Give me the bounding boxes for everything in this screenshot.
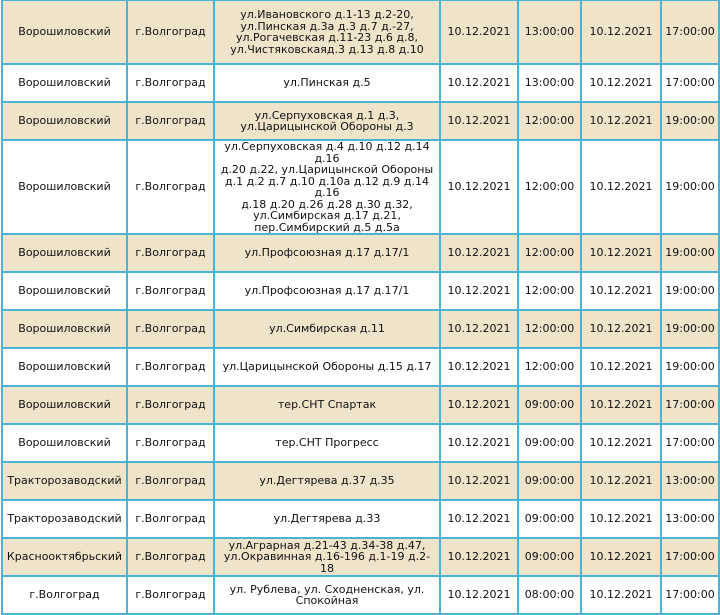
start-date-cell: 10.12.2021 [440,538,518,576]
start-time-cell: 09:00:00 [518,386,581,424]
table-row [2,272,719,310]
end-time-cell: 13:00:00 [661,500,719,538]
district-cell: Ворошиловский [2,348,127,386]
address-cell: ул.Профсоюзная д.17 д.17/1 [214,272,440,310]
end-date-cell: 10.12.2021 [581,424,661,462]
city-cell: г.Волгоград [127,102,214,140]
district-cell: Ворошиловский [2,272,127,310]
table-row [2,310,719,348]
table-row [2,0,719,64]
end-date-cell: 10.12.2021 [581,64,661,102]
end-time-cell: 17:00:00 [661,576,719,614]
end-time-cell: 17:00:00 [661,64,719,102]
district-cell: Ворошиловский [2,102,127,140]
city-cell: г.Волгоград [127,0,214,64]
end-time-cell: 19:00:00 [661,102,719,140]
start-date-cell: 10.12.2021 [440,424,518,462]
address-cell: ул.Аграрная д.21-43 д.34-38 д.47, ул.Окравинная д.16-196 д.1-19 д.2-18 [214,538,440,576]
start-time-cell: 09:00:00 [518,462,581,500]
start-date-cell: 10.12.2021 [440,500,518,538]
start-date-cell: 10.12.2021 [440,234,518,272]
table-row [2,576,719,614]
end-date-cell: 10.12.2021 [581,538,661,576]
end-date-cell: 10.12.2021 [581,272,661,310]
table-row [2,234,719,272]
address-cell: ул.Дегтярева д.37 д.35 [214,462,440,500]
address-cell: ул. Рублева, ул. Сходненская, ул. Спокойная [214,576,440,614]
end-time-cell: 17:00:00 [661,0,719,64]
start-time-cell: 12:00:00 [518,140,581,234]
start-time-cell: 12:00:00 [518,348,581,386]
end-date-cell: 10.12.2021 [581,348,661,386]
table-row [2,140,719,234]
end-time-cell: 19:00:00 [661,140,719,234]
start-date-cell: 10.12.2021 [440,310,518,348]
table-row [2,424,719,462]
end-time-cell: 17:00:00 [661,386,719,424]
end-date-cell: 10.12.2021 [581,102,661,140]
start-time-cell: 12:00:00 [518,102,581,140]
start-date-cell: 10.12.2021 [440,64,518,102]
start-date-cell: 10.12.2021 [440,102,518,140]
table-row [2,386,719,424]
start-date-cell: 10.12.2021 [440,272,518,310]
start-date-cell: 10.12.2021 [440,386,518,424]
end-time-cell: 19:00:00 [661,310,719,348]
city-cell: г.Волгоград [127,576,214,614]
end-time-cell: 17:00:00 [661,424,719,462]
end-time-cell: 19:00:00 [661,348,719,386]
table-row [2,102,719,140]
start-time-cell: 12:00:00 [518,272,581,310]
district-cell: г.Волгоград [2,576,127,614]
district-cell: Ворошиловский [2,140,127,234]
address-cell: ул.Царицынской Обороны д.15 д.17 [214,348,440,386]
end-time-cell: 19:00:00 [661,234,719,272]
start-time-cell: 09:00:00 [518,538,581,576]
city-cell: г.Волгоград [127,348,214,386]
end-date-cell: 10.12.2021 [581,500,661,538]
end-time-cell: 19:00:00 [661,272,719,310]
table-row [2,462,719,500]
district-cell: Ворошиловский [2,310,127,348]
start-date-cell: 10.12.2021 [440,140,518,234]
end-date-cell: 10.12.2021 [581,140,661,234]
end-date-cell: 10.12.2021 [581,576,661,614]
district-cell: Ворошиловский [2,424,127,462]
start-time-cell: 12:00:00 [518,310,581,348]
district-cell: Ворошиловский [2,386,127,424]
end-date-cell: 10.12.2021 [581,386,661,424]
start-time-cell: 13:00:00 [518,64,581,102]
city-cell: г.Волгоград [127,538,214,576]
end-date-cell: 10.12.2021 [581,462,661,500]
start-time-cell: 13:00:00 [518,0,581,64]
end-date-cell: 10.12.2021 [581,234,661,272]
start-date-cell: 10.12.2021 [440,462,518,500]
city-cell: г.Волгоград [127,140,214,234]
city-cell: г.Волгоград [127,64,214,102]
city-cell: г.Волгоград [127,310,214,348]
end-date-cell: 10.12.2021 [581,310,661,348]
address-cell: ул.Серпуховская д.4 д.10 д.12 д.14 д.16 д.20 д.22, ул.Царицынской Обороны д.1 д.2 д.7 д.10 д.10а д.12 д.9 д.14 д.16 д.18 д.20 д.26 д.28 д.30 д.32, ул.Симбирская д.17 д.21, пер.Симбирский д.5 д.5а [214,140,440,234]
start-time-cell: 12:00:00 [518,234,581,272]
address-cell: ул.Дегтярева д.33 [214,500,440,538]
city-cell: г.Волгоград [127,500,214,538]
start-time-cell: 09:00:00 [518,500,581,538]
start-date-cell: 10.12.2021 [440,0,518,64]
address-cell: тер.СНТ Спартак [214,386,440,424]
end-date-cell: 10.12.2021 [581,0,661,64]
table-row [2,538,719,576]
city-cell: г.Волгоград [127,462,214,500]
address-cell: ул.Профсоюзная д.17 д.17/1 [214,234,440,272]
start-time-cell: 09:00:00 [518,424,581,462]
address-cell: тер.СНТ Прогресс [214,424,440,462]
city-cell: г.Волгоград [127,386,214,424]
table-row [2,348,719,386]
address-cell: ул.Серпуховская д.1 д.3, ул.Царицынской Обороны д.3 [214,102,440,140]
district-cell: Ворошиловский [2,0,127,64]
start-time-cell: 08:00:00 [518,576,581,614]
district-cell: Краснооктябрьский [2,538,127,576]
district-cell: Тракторозаводский [2,500,127,538]
district-cell: Ворошиловский [2,64,127,102]
district-cell: Ворошиловский [2,234,127,272]
city-cell: г.Волгоград [127,234,214,272]
table-row [2,500,719,538]
start-date-cell: 10.12.2021 [440,348,518,386]
city-cell: г.Волгоград [127,424,214,462]
district-cell: Тракторозаводский [2,462,127,500]
outage-schedule-table [1,0,720,615]
address-cell: ул.Пинская д.5 [214,64,440,102]
table-row [2,64,719,102]
end-time-cell: 13:00:00 [661,462,719,500]
address-cell: ул.Симбирская д.11 [214,310,440,348]
address-cell: ул.Ивановского д.1-13 д.2-20, ул.Пинская д.3а д.3 д.7 д.-27, ул.Рогачевская д.11-23 д.6 д.8, ул.Чистяковскаяд.3 д.13 д.8 д.10 [214,0,440,64]
end-time-cell: 17:00:00 [661,538,719,576]
city-cell: г.Волгоград [127,272,214,310]
start-date-cell: 10.12.2021 [440,576,518,614]
